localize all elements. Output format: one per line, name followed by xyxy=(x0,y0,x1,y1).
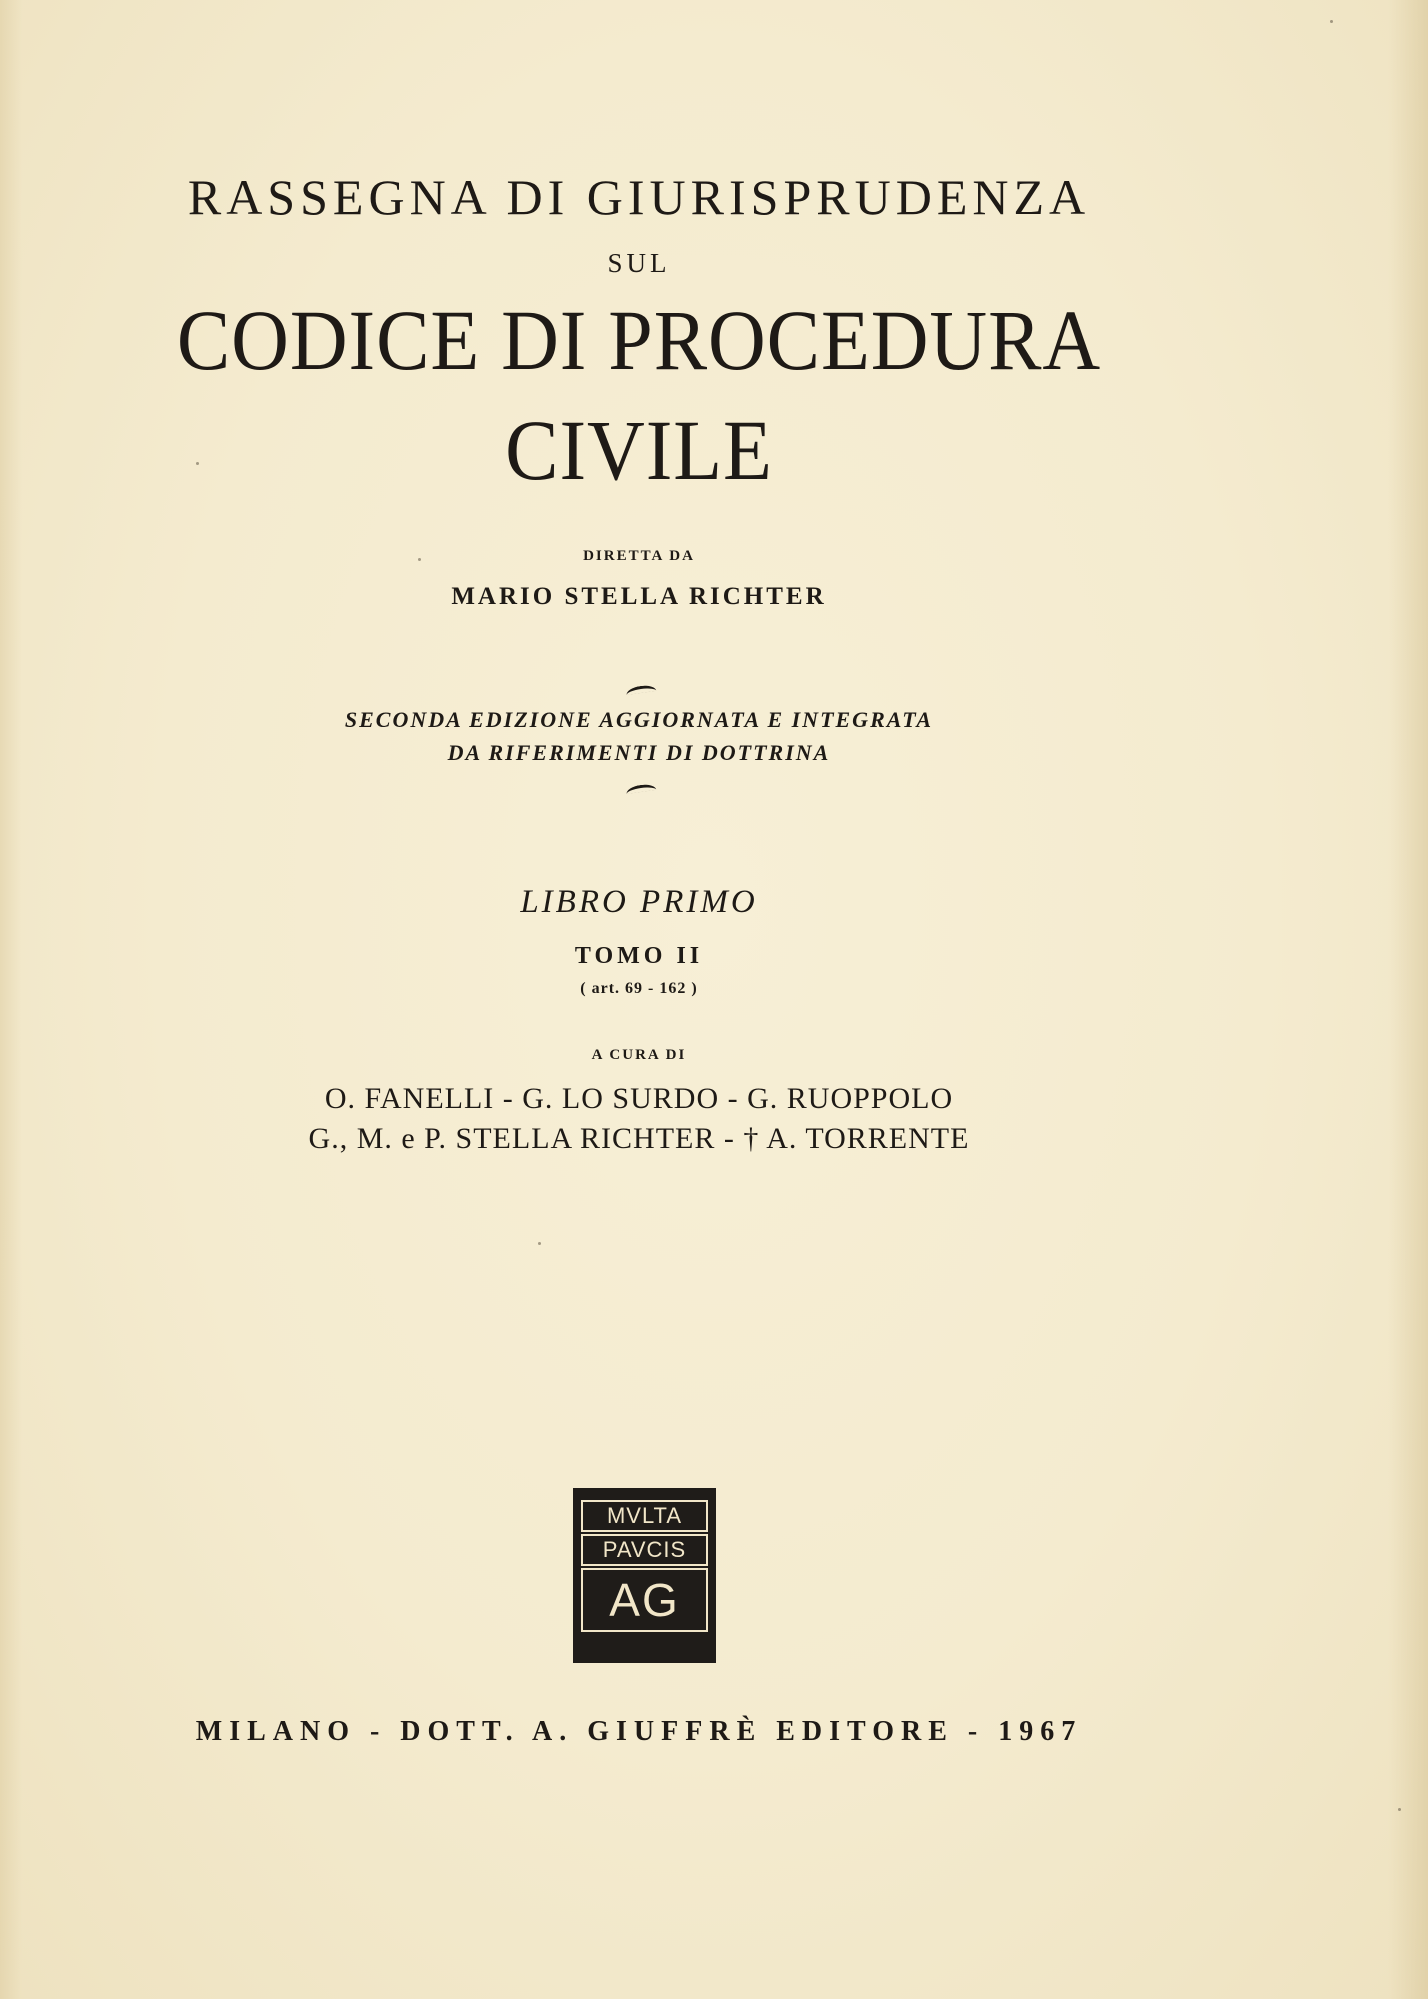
edition-line-2: DA RIFERIMENTI DI DOTTRINA xyxy=(447,740,831,765)
paper-speck xyxy=(196,462,199,465)
page-edge-shadow-right xyxy=(1388,0,1428,1999)
logo-motto-line-2: PAVCIS xyxy=(581,1534,708,1566)
paper-speck xyxy=(1330,20,1333,23)
directed-by-label: DIRETTA DA xyxy=(583,548,695,564)
imprint-line: MILANO - DOTT. A. GIUFFRÈ EDITORE - 1967 xyxy=(195,1716,1083,1747)
main-title-line-1: CODICE DI PROCEDURA xyxy=(176,292,1102,388)
paper-speck xyxy=(1398,1808,1401,1811)
main-title-line-2: CIVILE xyxy=(505,402,773,498)
paper-speck xyxy=(418,558,421,561)
title-connector: SUL xyxy=(607,248,671,278)
ornamental-dash-bottom xyxy=(626,783,657,794)
editors-line-1: O. FANELLI - G. LO SURDO - G. RUOPPOLO xyxy=(324,1082,954,1115)
volume-label: TOMO II xyxy=(574,943,704,969)
logo-motto-line-1: MVLTA xyxy=(581,1500,708,1532)
page-edge-shadow-left xyxy=(0,0,22,1999)
edition-line-1: SECONDA EDIZIONE AGGIORNATA E INTEGRATA xyxy=(344,707,934,732)
editors-line-2: G., M. e P. STELLA RICHTER - † A. TORRENTE xyxy=(308,1122,970,1155)
articles-range: ( art. 69 - 162 ) xyxy=(580,980,698,997)
paper-speck xyxy=(538,1242,541,1245)
director-name: MARIO STELLA RICHTER xyxy=(451,583,827,610)
logo-monogram: AG xyxy=(581,1568,708,1632)
series-title: RASSEGNA DI GIURISPRUDENZA xyxy=(187,169,1091,225)
book-label: LIBRO PRIMO xyxy=(520,884,758,920)
publisher-logo xyxy=(573,1488,716,1663)
ornamental-dash-top xyxy=(626,684,657,695)
edited-by-label: A CURA DI xyxy=(591,1047,687,1063)
